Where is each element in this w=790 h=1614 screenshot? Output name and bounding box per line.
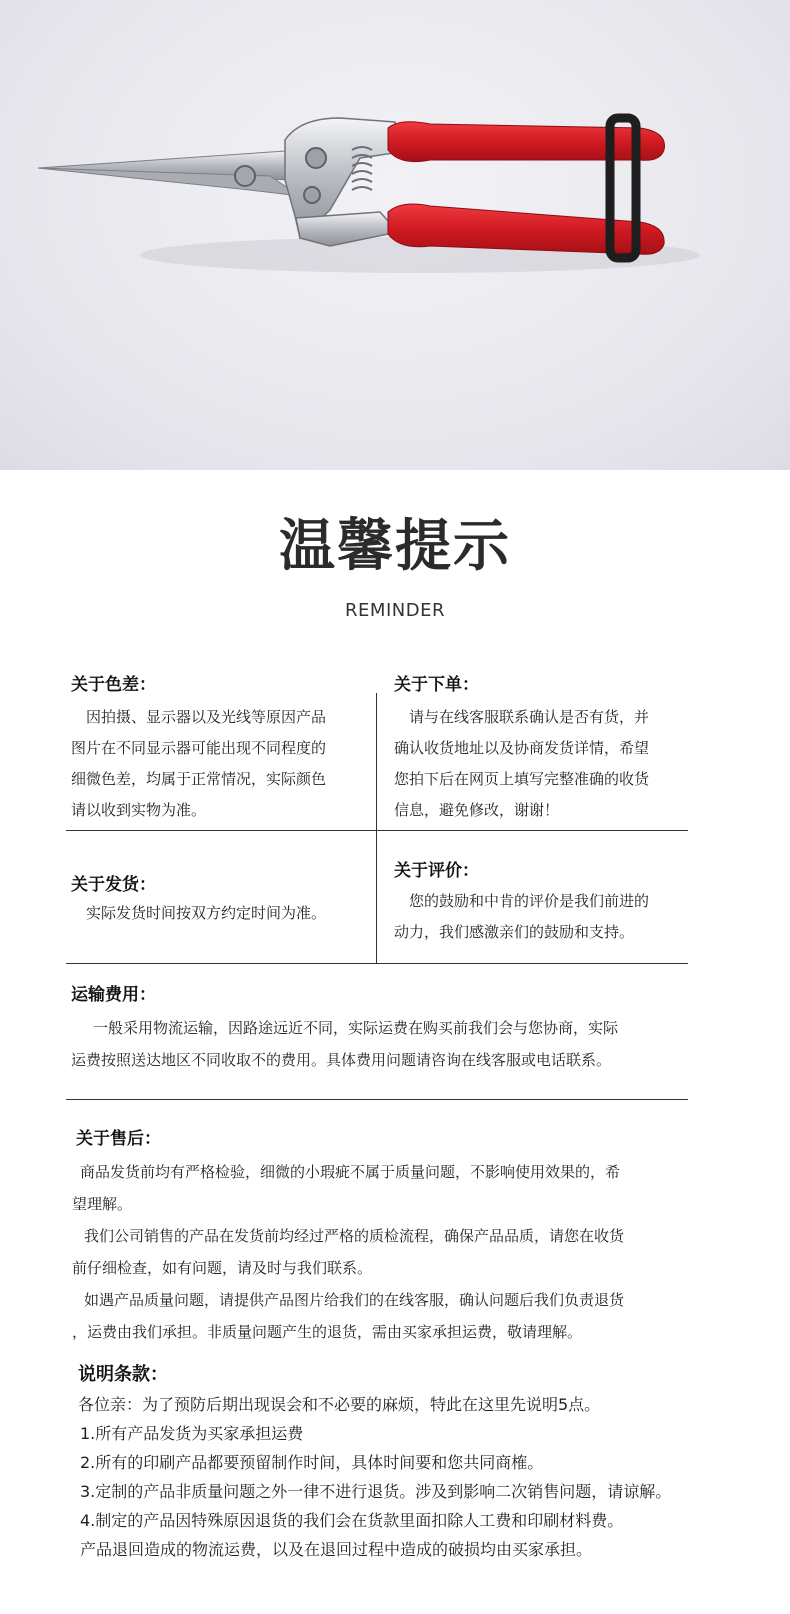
text-line: 请以收到实物为准。 [71,801,207,819]
page-subtitle: REMINDER [345,600,445,621]
section-title: 关于下单： [394,675,479,695]
text-line: 前仔细检查，如有问题，请及时与我们联系。 [72,1259,373,1277]
section-shipping [71,874,371,929]
text-line: 各位亲：为了预防后期出现误会和不必要的麻烦，特此在这里先说明5点。 [78,1395,601,1414]
pruning-shears-image [0,0,790,470]
text-line: 您拍下后在网页上填写完整准确的收货 [394,770,650,788]
grid-divider-vertical [376,693,377,963]
section-body [71,1012,701,1076]
text-line: 确认收货地址以及协商发货详情，希望 [394,739,650,757]
section-body [394,886,690,948]
section-color-difference [71,674,371,826]
section-title: 关于评价： [394,861,479,881]
text-line: 产品退回造成的物流运费，以及在退回过程中造成的破损均由买家承担。 [80,1540,593,1559]
text-line: 实际发货时间按双方约定时间为准。 [86,904,327,922]
text-line: 图片在不同显示器可能出现不同程度的 [71,739,327,757]
section-body [71,702,371,826]
text-line: 一般采用物流运输，因路途远近不同，实际运费在购买前我们会与您协商，实际 [93,1019,619,1037]
text-line: 我们公司销售的产品在发货前均经过严格的质检流程，确保产品品质，请您在收货 [84,1227,625,1245]
section-ordering [394,674,690,826]
text-line: 因拍摄、显示器以及光线等原因产品 [86,708,327,726]
grid-divider [66,830,688,831]
text-line: 1.所有产品发货为买家承担运费 [80,1424,304,1443]
section-title: 运输费用： [71,985,156,1005]
text-line: 望理解。 [72,1195,133,1213]
section-title: 说明条款： [78,1364,168,1385]
text-line: 您的鼓励和中肯的评价是我们前进的 [409,892,650,910]
text-line: 4.制定的产品因特殊原因退货的我们会在货款里面扣除人工费和印刷材料费。 [80,1511,624,1530]
text-line: 如遇产品质量问题，请提供产品图片给我们的在线客服，确认问题后我们负责退货 [84,1291,625,1309]
text-line: ，运费由我们承担。非质量问题产生的退货，需由买家承担运费，敬请理解。 [72,1323,583,1341]
grid-divider [66,963,688,964]
text-line: 运费按照送达地区不同收取不的费用。具体费用问题请咨询在线客服或电话联系。 [71,1051,612,1069]
text-line: 请与在线客服联系确认是否有货，并 [409,708,650,726]
grid-divider [66,1099,688,1100]
text-line: 细微色差，均属于正常情况，实际颜色 [71,770,327,788]
section-title: 关于发货： [71,875,156,895]
section-review [394,860,690,948]
section-body [72,1156,712,1348]
page-title: 温馨提示 [279,514,511,579]
section-body [78,1390,738,1564]
section-title: 关于色差： [71,675,156,695]
text-line: 信息，避免修改，谢谢！ [394,801,560,819]
section-after-sales [72,1128,712,1348]
text-line: 动力，我们感激亲们的鼓励和支持。 [394,923,635,941]
text-line: 2.所有的印刷产品都要预留制作时间，具体时间要和您共同商榷。 [80,1453,544,1472]
section-terms [78,1364,738,1564]
text-line: 商品发货前均有严格检验，细微的小瑕疵不属于质量问题，不影响使用效果的，希 [80,1163,621,1181]
section-body [71,898,371,929]
section-body [394,702,690,826]
section-freight [71,984,701,1076]
section-title: 关于售后： [76,1129,161,1149]
product-photo [0,0,790,470]
text-line: 3.定制的产品非质量问题之外一律不进行退货。涉及到影响二次销售问题，请谅解。 [80,1482,672,1501]
